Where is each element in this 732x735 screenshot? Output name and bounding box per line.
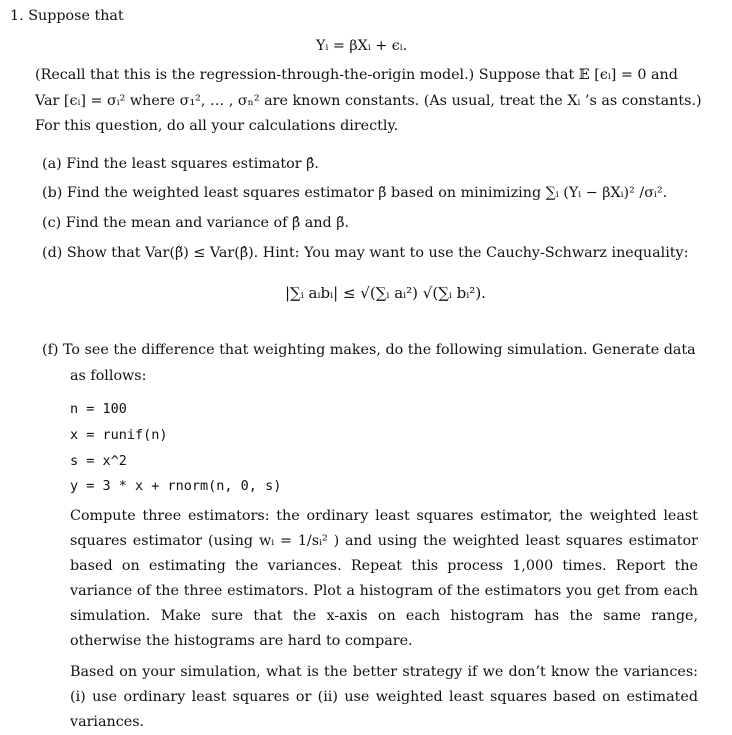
- recall-line-2: Var [ϵᵢ] = σᵢ² where σ₁², … , σₙ² are known constants. (As usual, treat the Xᵢ ’s as constants.): [35, 93, 702, 109]
- code-line-3: s = x^2: [70, 453, 127, 469]
- problem-intro: Suppose that: [28, 8, 124, 24]
- recall-line-3: For this question, do all your calculations directly.: [35, 118, 399, 134]
- code-line-1: n = 100: [70, 401, 127, 417]
- compute-paragraph: Compute three estimators: the ordinary least squares estimator, the weighted least squares estimator (using wᵢ = 1/sᵢ² ) and using the weighted least squares estimator based on estimating the variances. Repeat this process 1,000 times. Report the variance of the three estimators. Plot a histogram of the estimators you get from each simulation. Make sure that the x-axis on each histogram has the same range, otherwise the histograms are hard to compare.: [70, 508, 698, 649]
- part-b: (b) Find the weighted least squares estimator β̃ based on minimizing ∑ᵢ (Yᵢ − βXᵢ)² /σᵢ².: [42, 185, 668, 201]
- part-d: (d) Show that Var(β̃) ≤ Var(β̂). Hint: You may want to use the Cauchy-Schwarz inequality:: [42, 245, 689, 261]
- model-equation: Yᵢ = βXᵢ + ϵᵢ.: [316, 38, 408, 54]
- question-paragraph: Based on your simulation, what is the better strategy if we don’t know the variances: (i) use ordinary least squares or (ii) use weighted least squares based on estimated variances.: [70, 664, 698, 730]
- part-f-line-2: as follows:: [70, 368, 147, 384]
- code-line-2: x = runif(n): [70, 427, 168, 443]
- part-c: (c) Find the mean and variance of β̂ and β̃.: [42, 215, 350, 231]
- part-a: (a) Find the least squares estimator β̂.: [42, 156, 319, 172]
- cauchy-schwarz-inequality: |∑ᵢ aᵢbᵢ| ≤ √(∑ᵢ aᵢ²) √(∑ᵢ bᵢ²).: [285, 284, 486, 302]
- recall-line-1: (Recall that this is the regression-through-the-origin model.) Suppose that 𝔼 [ϵᵢ] = 0 and: [35, 67, 678, 83]
- problem-number: 1.: [10, 8, 24, 24]
- problem-header: [10, 7, 124, 25]
- part-f-line-1: (f) To see the difference that weighting makes, do the following simulation. Generate data: [42, 342, 696, 358]
- code-line-4: y = 3 * x + rnorm(n, 0, s): [70, 478, 282, 494]
